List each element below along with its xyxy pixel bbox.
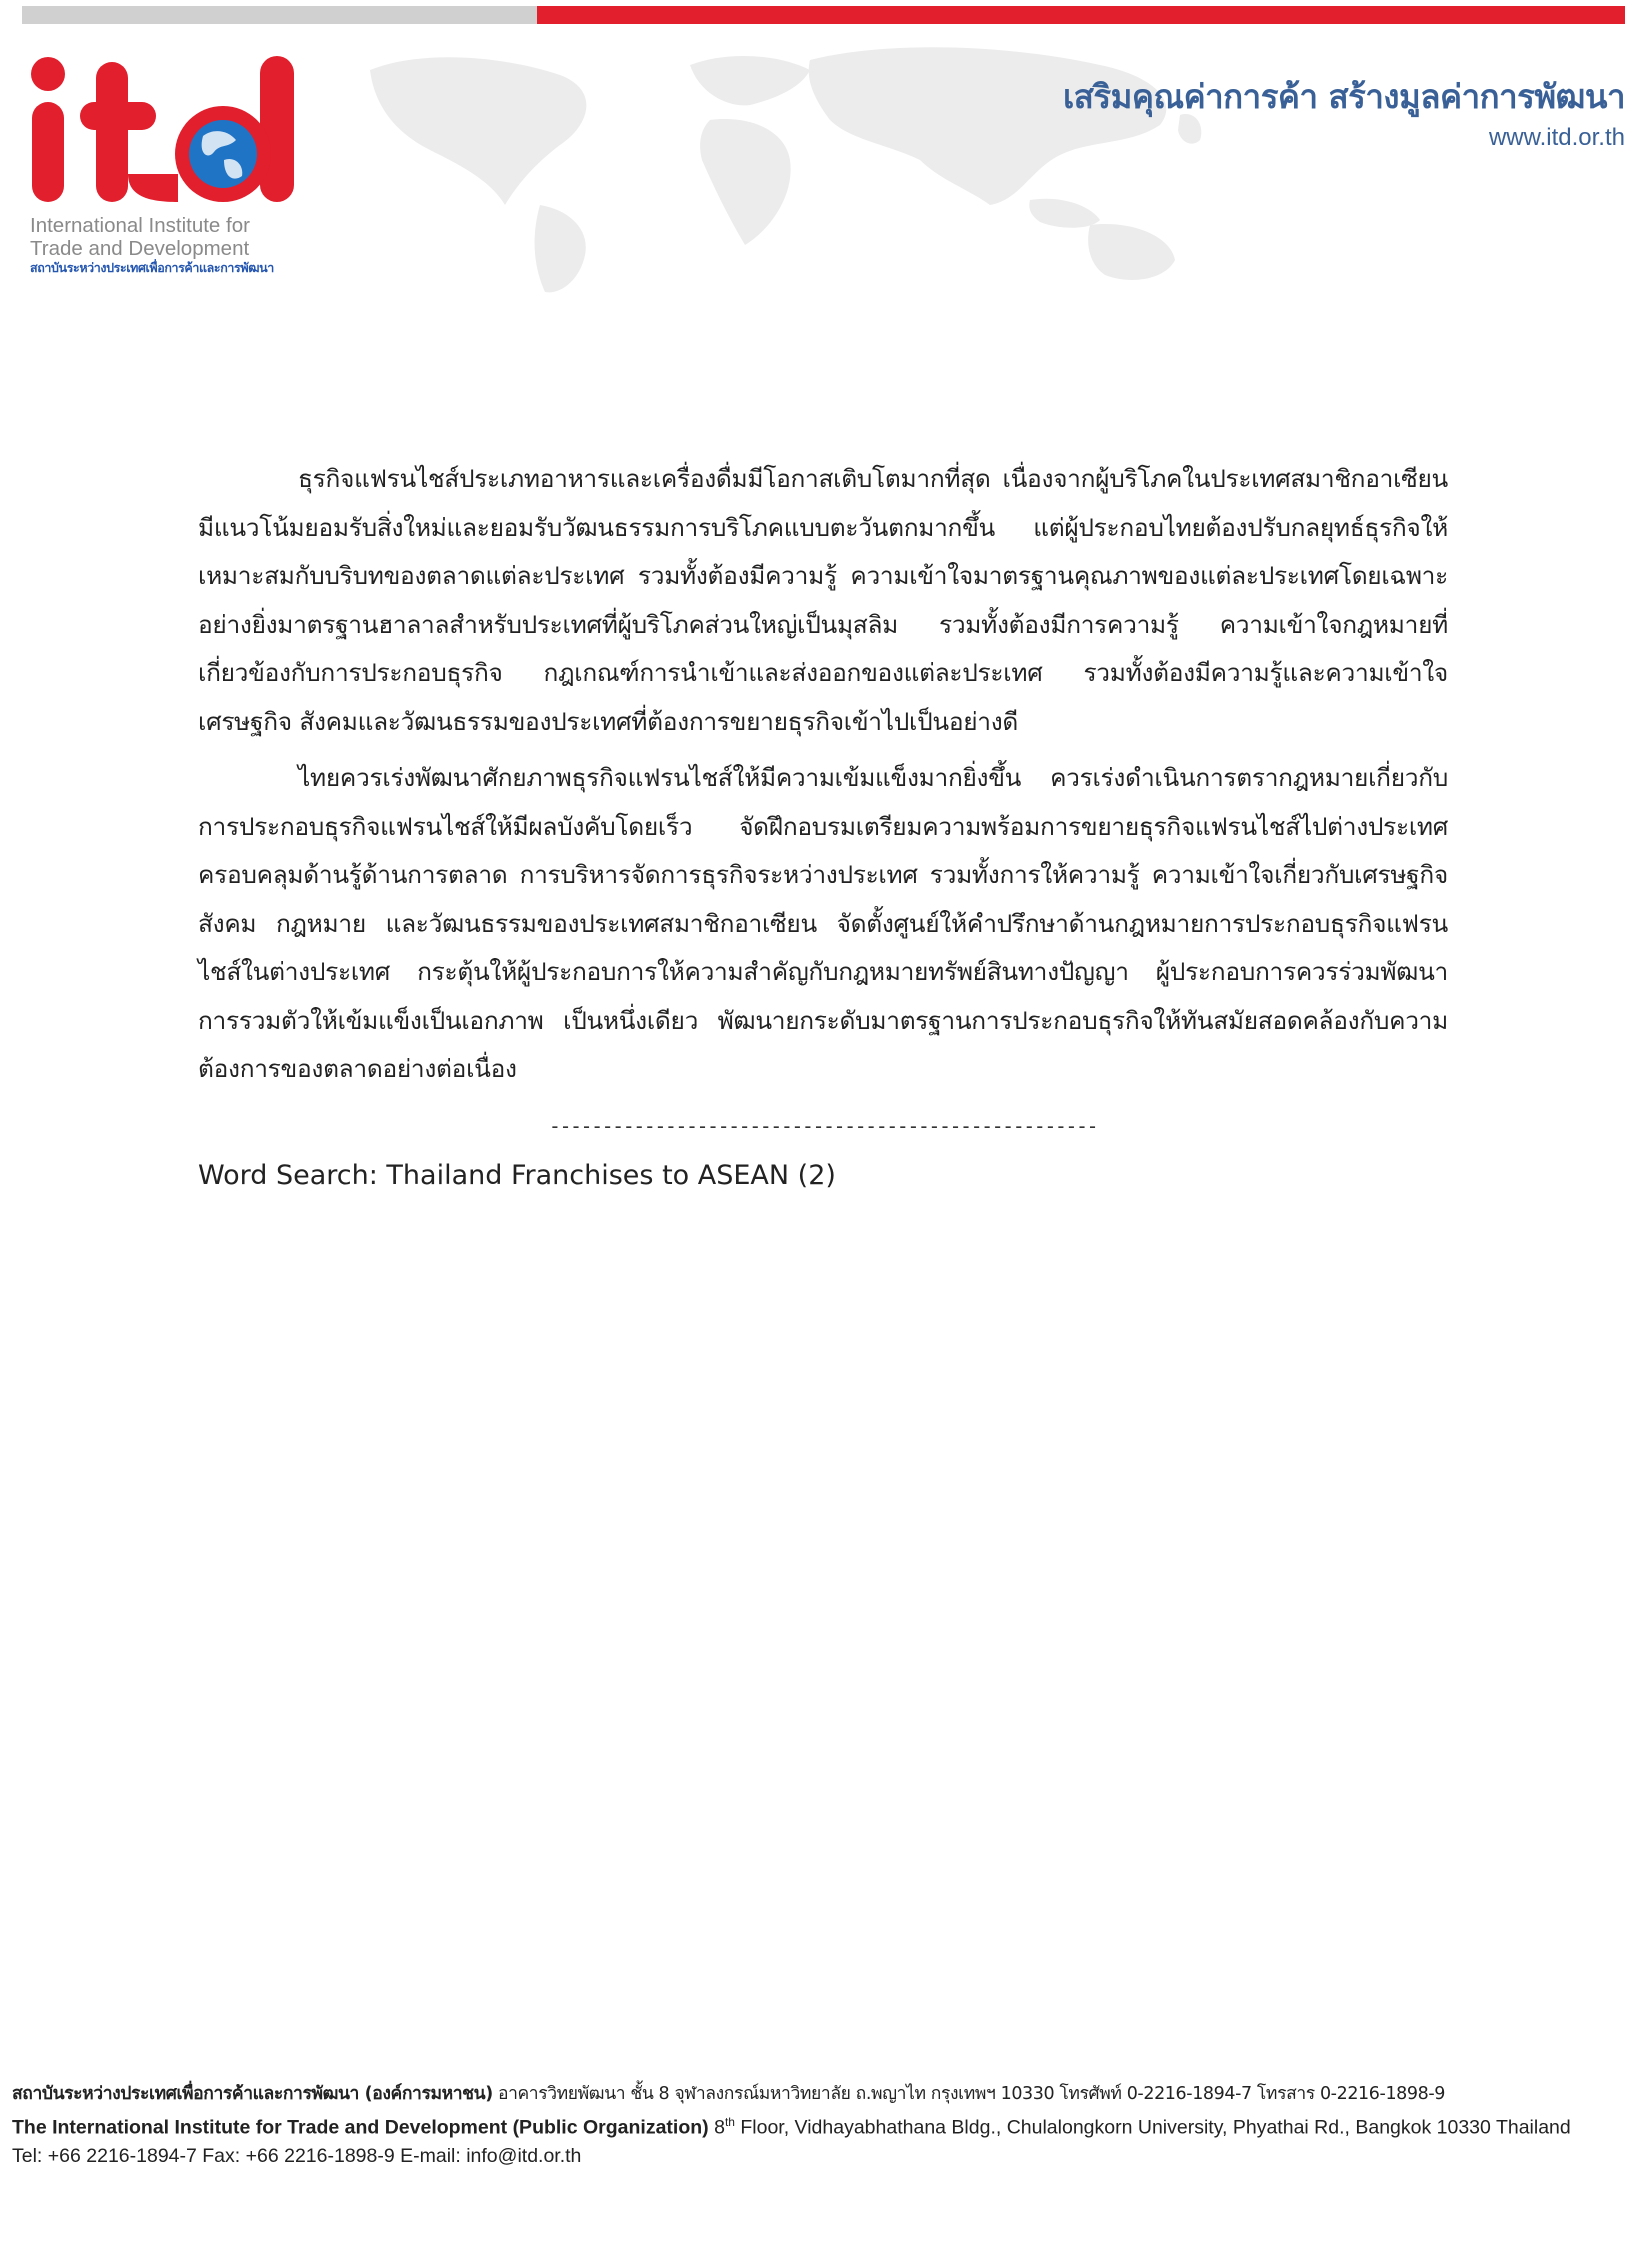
word-search-line: Word Search: Thailand Franchises to ASEAN (2)	[198, 1159, 836, 1191]
logo-name-thai: สถาบันระหว่างประเทศเพื่อการค้าและการพัฒนา	[30, 260, 274, 275]
paragraph-1-text: ธุรกิจแฟรนไชส์ประเภทอาหารและเครื่องดื่มมีโอกาสเติบโตมากที่สุด เนื่องจากผู้บริโภคในประเทศสมาชิกอาเซียนมีแนวโน้มยอมรับสิ่งใหม่และยอมรับวัฒนธรรมการบริโภคแบบตะวันตกมากขึ้น แต่ผู้ประกอบไทยต้องปรับกลยุทธ์ธุรกิจให้เหมาะสมกับบริบทของตลาดแต่ละประเทศ รวมทั้งต้องมีความรู้ ความเข้าใจมาตรฐานคุณภาพของแต่ละประเทศโดยเฉพาะอย่างยิ่งมาตรฐานฮาลาลสำหรับประเทศที่ผู้บริโภคส่วนใหญ่เป็นมุสลิม รวมทั้งต้องมีการความรู้ ความเข้าใจกฎหมายที่เกี่ยวข้องกับการประกอบธุรกิจ กฎเกณฑ์การนำเข้าและส่งออกของแต่ละประเทศ รวมทั้งต้องมีความรู้และความเข้าใจเศรษฐกิจ สังคมและวัฒนธรรมของประเทศที่ต้องการขยายธุรกิจเข้าไปเป็นอย่างดี	[198, 464, 1448, 736]
slogan: เสริมคุณค่าการค้า สร้างมูลค่าการพัฒนา	[1062, 77, 1625, 116]
itd-logo-mark	[28, 56, 298, 206]
itd-logo	[28, 56, 298, 278]
page-footer	[12, 2080, 1632, 2170]
footer-english-address-text: Floor, Vidhayabhathana Bldg., Chulalongkorn University, Phyathai Rd., Bangkok 10330 Thailand	[734, 2116, 1571, 2139]
footer-floor-number: 8	[714, 2116, 725, 2139]
footer-thai-address-text: อาคารวิทยพัฒนา ชั้น 8 จุฬาลงกรณ์มหาวิทยาลัย ถ.พญาไท กรุงเทพฯ 10330 โทรศัพท์ 0-2216-1894-7 โทรสาร 0-2216-1898-9	[492, 2084, 1446, 2104]
document-body	[198, 455, 1448, 1191]
header-red-bar	[537, 6, 1625, 24]
footer-english-org: The International Institute for Trade and Development (Public Organization)	[12, 2116, 709, 2139]
footer-floor-suffix: th	[724, 2115, 735, 2129]
logo-name-line1: International Institute for	[30, 214, 250, 237]
website-url: www.itd.or.th	[1488, 124, 1625, 151]
footer-thai-org: สถาบันระหว่างประเทศเพื่อการค้าและการพัฒนา (องค์การมหาชน)	[12, 2084, 493, 2104]
paragraph-2	[198, 754, 1448, 1094]
footer-english-address	[12, 2108, 1632, 2142]
section-divider: ----------------------------------------------------	[548, 1113, 1098, 1138]
logo-name-line2: Trade and Development	[30, 237, 250, 260]
paragraph-1	[198, 455, 1448, 746]
footer-thai-address	[12, 2080, 1632, 2108]
footer-contact: Tel: +66 2216-1894-7 Fax: +66 2216-1898-9 E-mail: info@itd.or.th	[12, 2144, 582, 2167]
header-gray-bar	[22, 6, 537, 24]
paragraph-2-text: ไทยควรเร่งพัฒนาศักยภาพธุรกิจแฟรนไชส์ให้มีความเข้มแข็งมากยิ่งขึ้น ควรเร่งดำเนินการตรากฎหมายเกี่ยวกับการประกอบธุรกิจแฟรนไชส์ให้มีผลบังคับโดยเร็ว จัดฝึกอบรมเตรียมความพร้อมการขยายธุรกิจแฟรนไชส์ไปต่างประเทศ ครอบคลุมด้านรู้ด้านการตลาด การบริหารจัดการธุรกิจระหว่างประเทศ รวมทั้งการให้ความรู้ ความเข้าใจเกี่ยวกับเศรษฐกิจ สังคม กฎหมาย และวัฒนธรรมของประเทศสมาชิกอาเซียน จัดตั้งศูนย์ให้คำปรึกษาด้านกฎหมายการประกอบธุรกิจแฟรนไชส์ในต่างประเทศ กระตุ้นให้ผู้ประกอบการให้ความสำคัญกับกฎหมายทรัพย์สินทางปัญญา ผู้ประกอบการควรร่วมพัฒนาการรวมตัวให้เข้มแข็งเป็นเอกภาพ เป็นหนึ่งเดียว พัฒนายกระดับมาตรฐานการประกอบธุรกิจให้ทันสมัยสอดคล้องกับความต้องการของตลาดอย่างต่อเนื่อง	[198, 763, 1448, 1083]
